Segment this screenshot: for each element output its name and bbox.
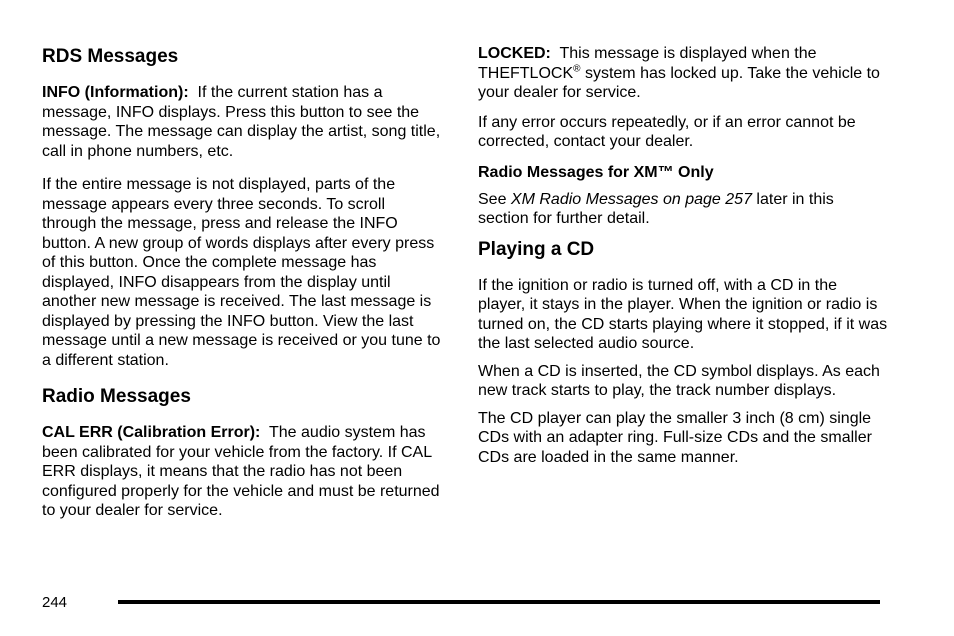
info-term: INFO (Information):	[42, 84, 189, 101]
locked-text-2: system has locked up. Take the vehicle to your dealer for service.	[478, 64, 880, 101]
radio-messages-heading: Radio Messages	[42, 386, 191, 407]
locked-term: LOCKED:	[478, 45, 551, 62]
playing-cd-heading: Playing a CD	[478, 238, 595, 260]
page-number: 244	[42, 594, 68, 611]
cal-err-term: CAL ERR (Calibration Error):	[42, 424, 261, 441]
locked-text-1: This message is displayed when the THEFTLOCK	[478, 45, 817, 82]
right-column	[478, 44, 888, 475]
cd-paragraph-3: The CD player can play the smaller 3 inch (8 cm) single CDs with an adapter ring. Full-size CDs and the smaller CDs are loaded in the same manner.	[478, 409, 872, 466]
cd-paragraph-1: If the ignition or radio is turned off, with a CD in the player, it stays in the player. When the ignition or radio is turned on, the CD starts playing where it stopped, if it was the last selected audio source.	[478, 276, 888, 352]
info-text: If the current station has a message, INFO displays. Press this button to see the message. The message can display the artist, song title, call in phone numbers, etc.	[42, 84, 441, 160]
xm-heading: Radio Messages for XM™ Only	[478, 163, 714, 181]
error-paragraph: If any error occurs repeatedly, or if an error cannot be corrected, contact your dealer.	[478, 113, 856, 150]
locked-paragraph	[478, 44, 888, 103]
xm-reference-link[interactable]: XM Radio Messages on page 257	[510, 190, 752, 208]
xm-rest: later in this section for further detail.	[478, 190, 834, 227]
xm-see: See	[478, 190, 507, 208]
left-column	[42, 44, 442, 529]
entire-message-paragraph: If the entire message is not displayed, parts of the message appears every three seconds. To scroll through the message, press and release the INFO button. A new group of words displays after every press of this button. Once the complete message has displayed, INFO disappears from the display until another new message is received. The last message is displayed by pressing the INFO button. View the last message until a new message is received or you tune to a different station.	[42, 176, 441, 369]
cal-err-paragraph	[42, 423, 442, 521]
rds-messages-heading: RDS Messages	[42, 46, 179, 67]
info-paragraph	[42, 83, 442, 161]
xm-paragraph	[478, 190, 888, 229]
cal-err-text: The audio system has been calibrated for your vehicle from the factory. If CAL ERR displays, it means that the radio has not been configured properly for the vehicle and must be returned to your dealer for service.	[42, 424, 440, 519]
cd-paragraph-2: When a CD is inserted, the CD symbol displays. As each new track starts to play, the track number displays.	[478, 362, 880, 399]
footer-rule	[118, 600, 880, 604]
registered-mark: ®	[573, 63, 581, 75]
